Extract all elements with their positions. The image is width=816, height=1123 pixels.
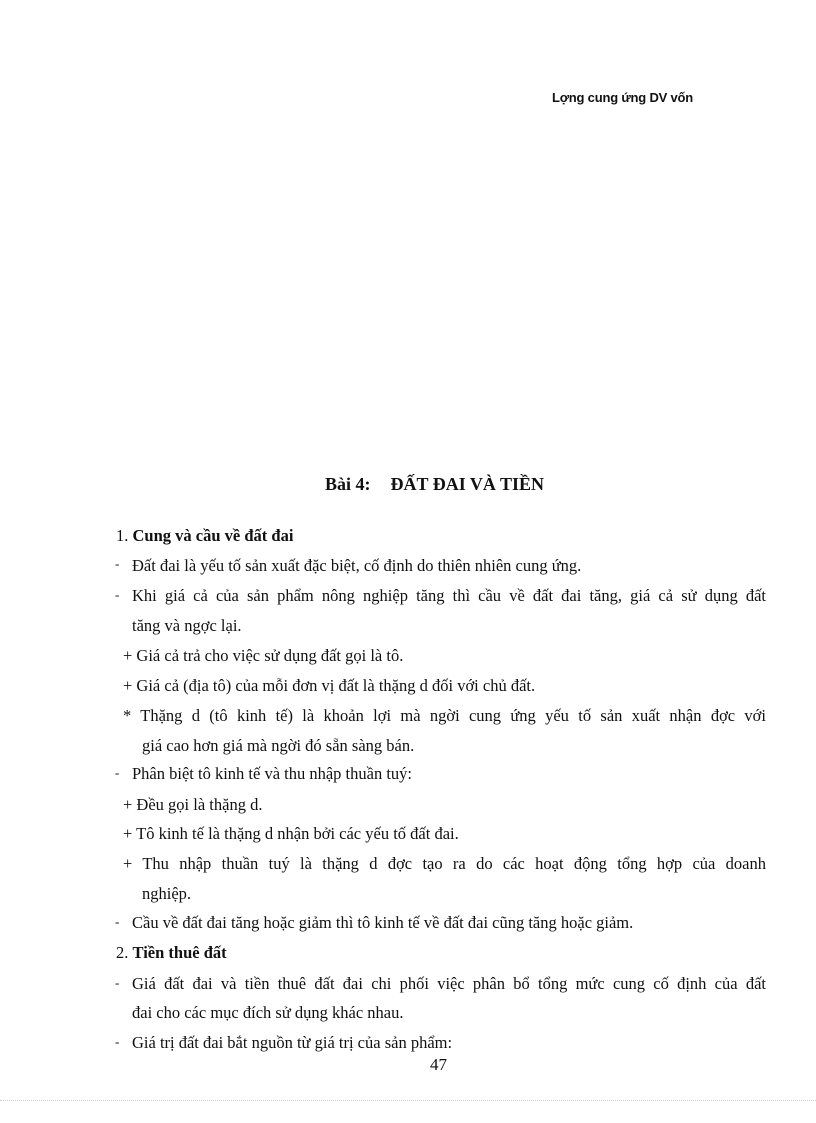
paragraph-line: + Thu nhập thuần tuý là thặng d đợc tạo ra do các hoạt động tổng hợp của doanh (123, 854, 766, 873)
paragraph-line: giá cao hơn giá mà ngời đó sẵn sàng bán. (142, 736, 415, 755)
bullet-marker: - (115, 556, 120, 571)
paragraph-line: + Giá cả trả cho việc sử dụng đất gọi là tô. (123, 646, 404, 665)
paragraph-line: đai cho các mục đích sử dụng khác nhau. (132, 1003, 404, 1022)
running-header: Lợng cung ứng DV vốn (552, 90, 694, 105)
paragraph-line: Khi giá cả của sản phẩm nông nghiệp tăng thì cầu về đất đai tăng, giá cả sử dụng đất (132, 586, 766, 605)
paragraph-line: Đất đai là yếu tố sản xuất đặc biệt, cố định do thiên nhiên cung ứng. (132, 556, 582, 575)
bullet-marker: - (115, 914, 120, 929)
paragraph-line: + Tô kinh tế là thặng d nhận bởi các yếu tố đất đai. (123, 824, 459, 843)
section-number: 2. (116, 943, 129, 962)
chapter-number: Bài 4: (325, 474, 371, 494)
section-title: Tiền thuê đất (132, 943, 227, 962)
paragraph-line: Giá đất đai và tiền thuê đất đai chi phối việc phân bổ tổng mức cung cố định của đất (132, 974, 766, 993)
paragraph-line: Phân biệt tô kinh tế và thu nhập thuần tuý: (132, 764, 413, 783)
section-heading-1 (116, 526, 293, 546)
page-bottom-divider (0, 1100, 816, 1101)
bullet-marker: - (115, 1034, 120, 1049)
paragraph-line: Cầu về đất đai tăng hoặc giảm thì tô kinh tế về đất đai cũng tăng hoặc giảm. (132, 913, 634, 932)
section-number: 1. (116, 526, 129, 545)
page-number: 47 (430, 1055, 447, 1074)
bullet-marker: - (115, 765, 120, 780)
paragraph-line: + Đều gọi là thặng d. (123, 795, 263, 814)
bullet-marker: - (115, 975, 120, 990)
paragraph-line: * Thặng d (tô kinh tế) là khoản lợi mà ngời cung ứng yếu tố sản xuất nhận đợc với (123, 706, 766, 725)
paragraph-line: Giá trị đất đai bắt nguồn từ giá trị của sản phẩm: (132, 1033, 453, 1052)
chapter-title-text: ĐẤT ĐAI VÀ TIỀN (390, 474, 545, 494)
bullet-marker: - (115, 587, 120, 602)
paragraph-line: tăng và ngợc lại. (132, 616, 242, 635)
paragraph-line: + Giá cả (địa tô) của mỗi đơn vị đất là thặng d đối với chủ đất. (123, 676, 536, 695)
section-title: Cung và cầu về đất đai (132, 526, 294, 545)
paragraph-line: nghiệp. (142, 884, 192, 903)
chapter-title (325, 474, 544, 495)
section-heading-2 (116, 943, 227, 963)
